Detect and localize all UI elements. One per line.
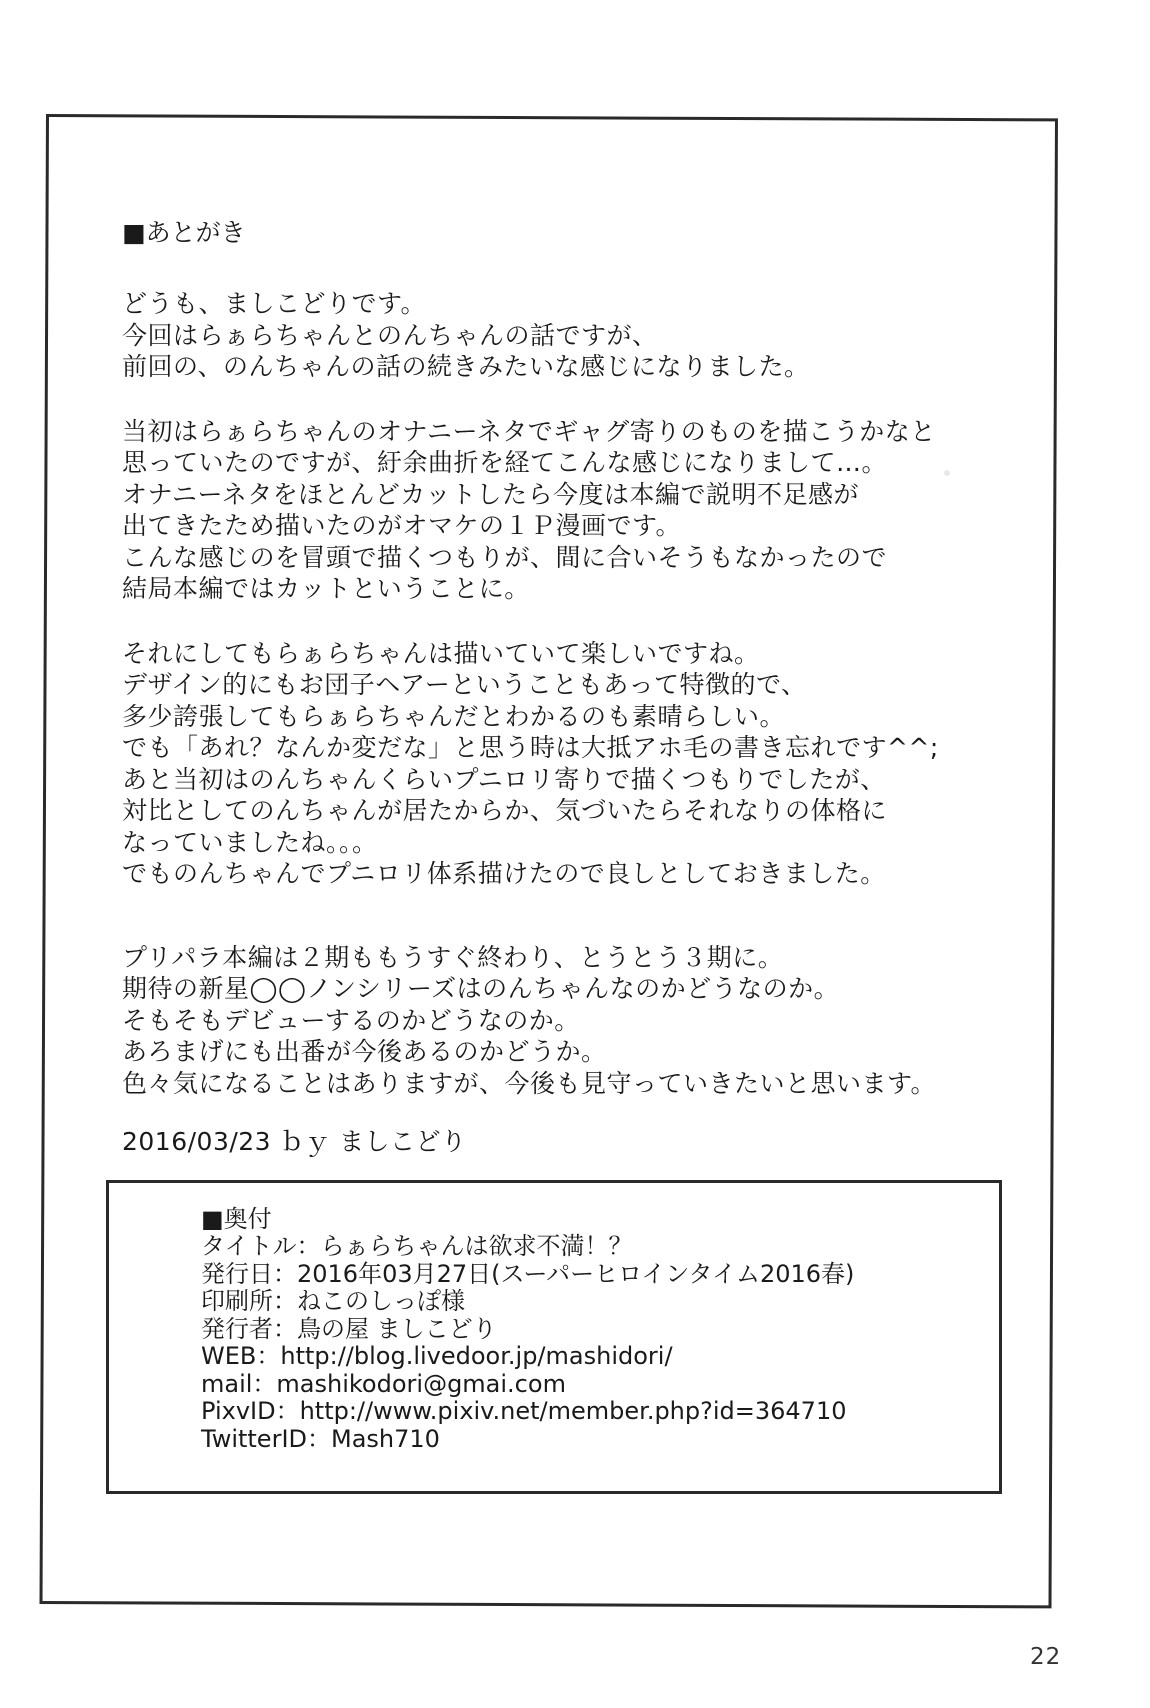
page-number: 22 <box>1030 1644 1062 1670</box>
colophon-twitter-line: TwitterID：Mash710 <box>201 1424 440 1453</box>
text-line: 出てきたため描いたのがオマケの１Ｐ漫画です。 <box>122 511 682 540</box>
text-line: 当初はらぁらちゃんのオナニーネタでギャグ寄りのものを描こうかなと <box>122 416 936 446</box>
text-line: そもそもデビューするのかどうなのか。 <box>122 1005 580 1035</box>
text-line: 色々気になることはありますが、今後も見守っていきたいと思います。 <box>122 1068 937 1098</box>
text-line: それにしてもらぁらちゃんは描いていて楽しいですね。 <box>122 638 760 668</box>
text-line: 期待の新星◯◯ノンシリーズはのんちゃんなのかどうなのか。 <box>122 974 840 1003</box>
text-line: プリパラ本編は２期ももうすぐ終わり、とうとう３期に。 <box>122 942 784 972</box>
colophon-mail-line: mail：mashikodori@gmai.com <box>201 1369 566 1398</box>
colophon-heading: ■奥付 <box>201 1205 272 1233</box>
colophon-box <box>106 1180 1002 1494</box>
colophon-date-line: 発行日：2016年03月27日(スーパーヒロインタイム2016春) <box>201 1259 855 1288</box>
colophon-content <box>201 1205 981 1453</box>
colophon-pixiv-line: PixvID：http://www.pixiv.net/member.php?id=364710 <box>201 1397 847 1425</box>
colophon-publisher-line: 発行者：鳥の屋 ましこどり <box>201 1314 497 1343</box>
text-line: 対比としてのんちゃんが居たからか、気づいたらそれなりの体格に <box>122 796 888 825</box>
text-line: あろまげにも出番が今後あるのかどうか。 <box>122 1037 607 1066</box>
afterword-section <box>122 218 1022 1157</box>
text-line: でも「あれ？なんか変だな」と思う時は大抵アホ毛の書き忘れです^^; <box>122 733 939 762</box>
text-line: どうも、ましこどりです。 <box>122 289 427 318</box>
afterword-heading: ■あとがき <box>122 218 246 247</box>
text-line: 結局本編ではカットということに。 <box>122 574 530 603</box>
afterword-paragraph-4 <box>122 942 1022 1100</box>
text-line: 前回の、のんちゃんの話の続きみたいな感じになりました。 <box>122 352 810 381</box>
afterword-paragraph-2 <box>122 416 1022 605</box>
text-line: 多少誇張してもらぁらちゃんだとわかるのも素晴らしい。 <box>122 701 786 731</box>
colophon-web-line: WEB：http://blog.livedoor.jp/mashidori/ <box>201 1342 673 1370</box>
text-line: デザイン的にもお団子ヘアーということもあって特徴的で、 <box>122 670 807 699</box>
text-line: こんな感じのを冒頭で描くつもりが、間に合いそうもなかったので <box>122 542 888 572</box>
afterword-paragraph-1 <box>122 288 1022 383</box>
text-line: 思っていたのですが、紆余曲折を経てこんな感じになりまして…。 <box>122 448 888 477</box>
text-line: あと当初はのんちゃんくらいプニロリ寄りで描くつもりでしたが、 <box>122 764 886 794</box>
afterword-paragraph-3 <box>122 638 1022 890</box>
text-line: でものんちゃんでプニロリ体系描けたので良しとしておきました。 <box>122 859 886 888</box>
colophon-printer-line: 印刷所：ねこのしっぽ様 <box>201 1287 465 1315</box>
text-line: オナニーネタをほとんどカットしたら今度は本編で説明不足感が <box>122 479 860 509</box>
text-line: 今回はらぁらちゃんとのんちゃんの話ですが、 <box>122 320 658 350</box>
text-line: なっていましたね。。。 <box>122 827 378 857</box>
afterword-signature: 2016/03/23 ｂｙ ましこどり <box>122 1127 467 1156</box>
colophon-title-line: タイトル：らぁらちゃんは欲求不満！？ <box>201 1232 633 1260</box>
